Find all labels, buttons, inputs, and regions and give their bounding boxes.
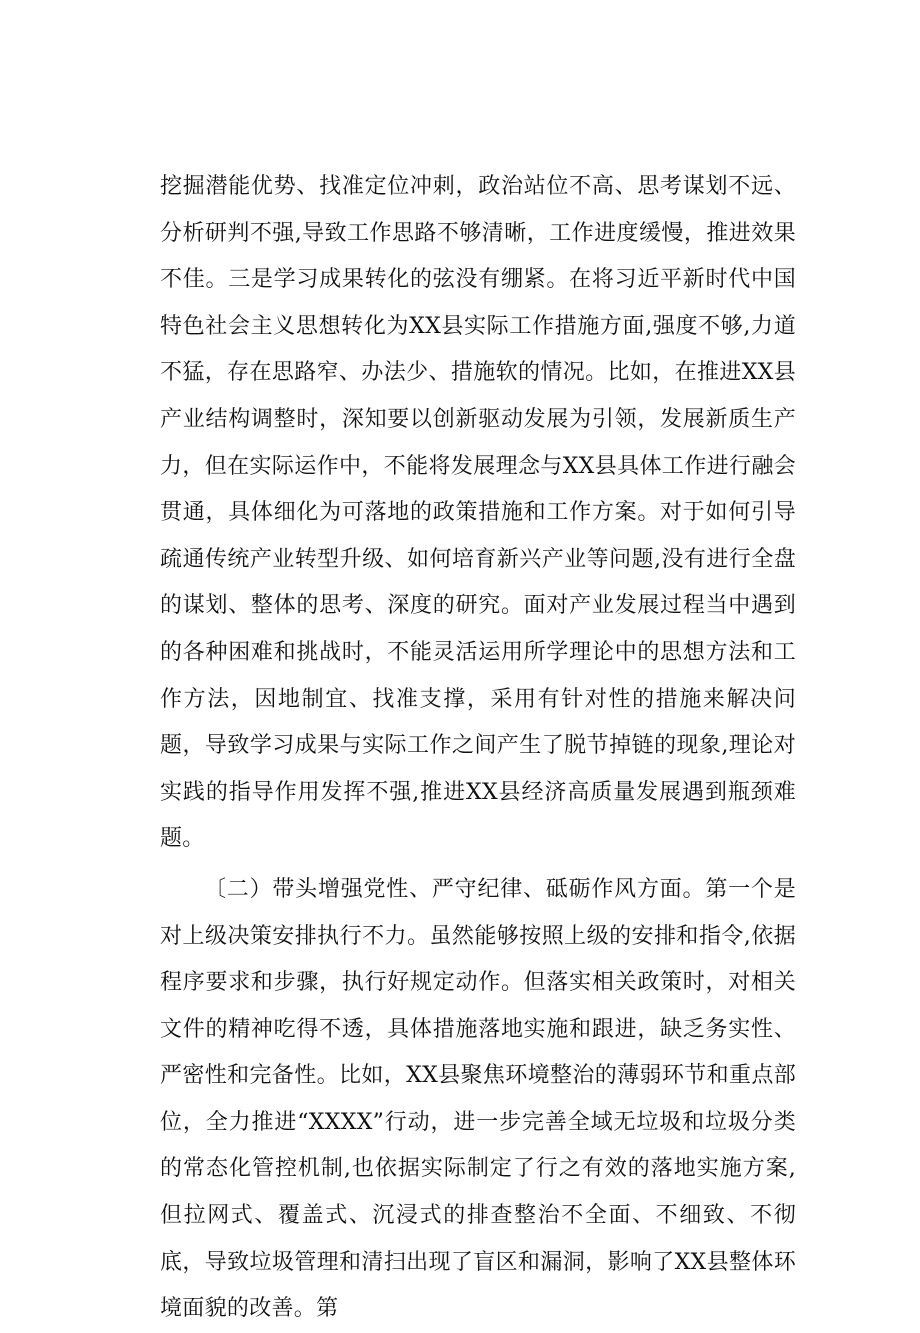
paragraph-section-two: 〔二）带头增强党性、严守纪律、砥砺作风方面。第一个是对上级决策安排执行不力。虽然能够按照上级的安排和指令,依据程序要求和步骤，执行好规定动作。但落实相关政策时，对相关文件的精神吃得不透，具体措施落地实施和跟进，缺乏务实性、严密性和完备性。比如，XX县聚焦环境整治的薄弱环节和重点部位，全力推进“XXXX”行动，进一步完善全域无垃圾和垃圾分类的常态化管控机制,也依据实际制定了行之有效的落地实施方案,但拉网式、覆盖式、沉浸式的排查整治不全面、不细致、不彻底，导致垃圾管理和清扫出现了盲区和漏洞，影响了XX县整体环境面貌的改善。第 <box>160 876 796 1322</box>
document-body <box>160 164 796 1333</box>
paragraph-continuation: 挖掘潜能优势、找准定位冲刺，政治站位不高、思考谋划不远、分析研判不强,导致工作思路不够清晰，工作进度缓慢，推进效果不佳。三是学习成果转化的弦没有绷紧。在将习近平新时代中国特色社会主义思想转化为XX县实际工作措施方面,强度不够,力道不猛，存在思路窄、办法少、措施软的情况。比如，在推进XX县产业结构调整时，深知要以创新驱动发展为引领，发展新质生产力，但在实际运作中，不能将发展理念与XX县具体工作进行融会贯通，具体细化为可落地的政策措施和工作方案。对于如何引导疏通传统产业转型升级、如何培育新兴产业等问题,没有进行全盘的谋划、整体的思考、深度的研究。面对产业发展过程当中遇到的各种困难和挑战时，不能灵活运用所学理论中的思想方法和工作方法，因地制宜、找准支撑，采用有针对性的措施来解决问题，导致学习成果与实际工作之间产生了脱节掉链的现象,理论对实践的指导作用发挥不强,推进XX县经济高质量发展遇到瓶颈难题。 <box>160 174 796 852</box>
